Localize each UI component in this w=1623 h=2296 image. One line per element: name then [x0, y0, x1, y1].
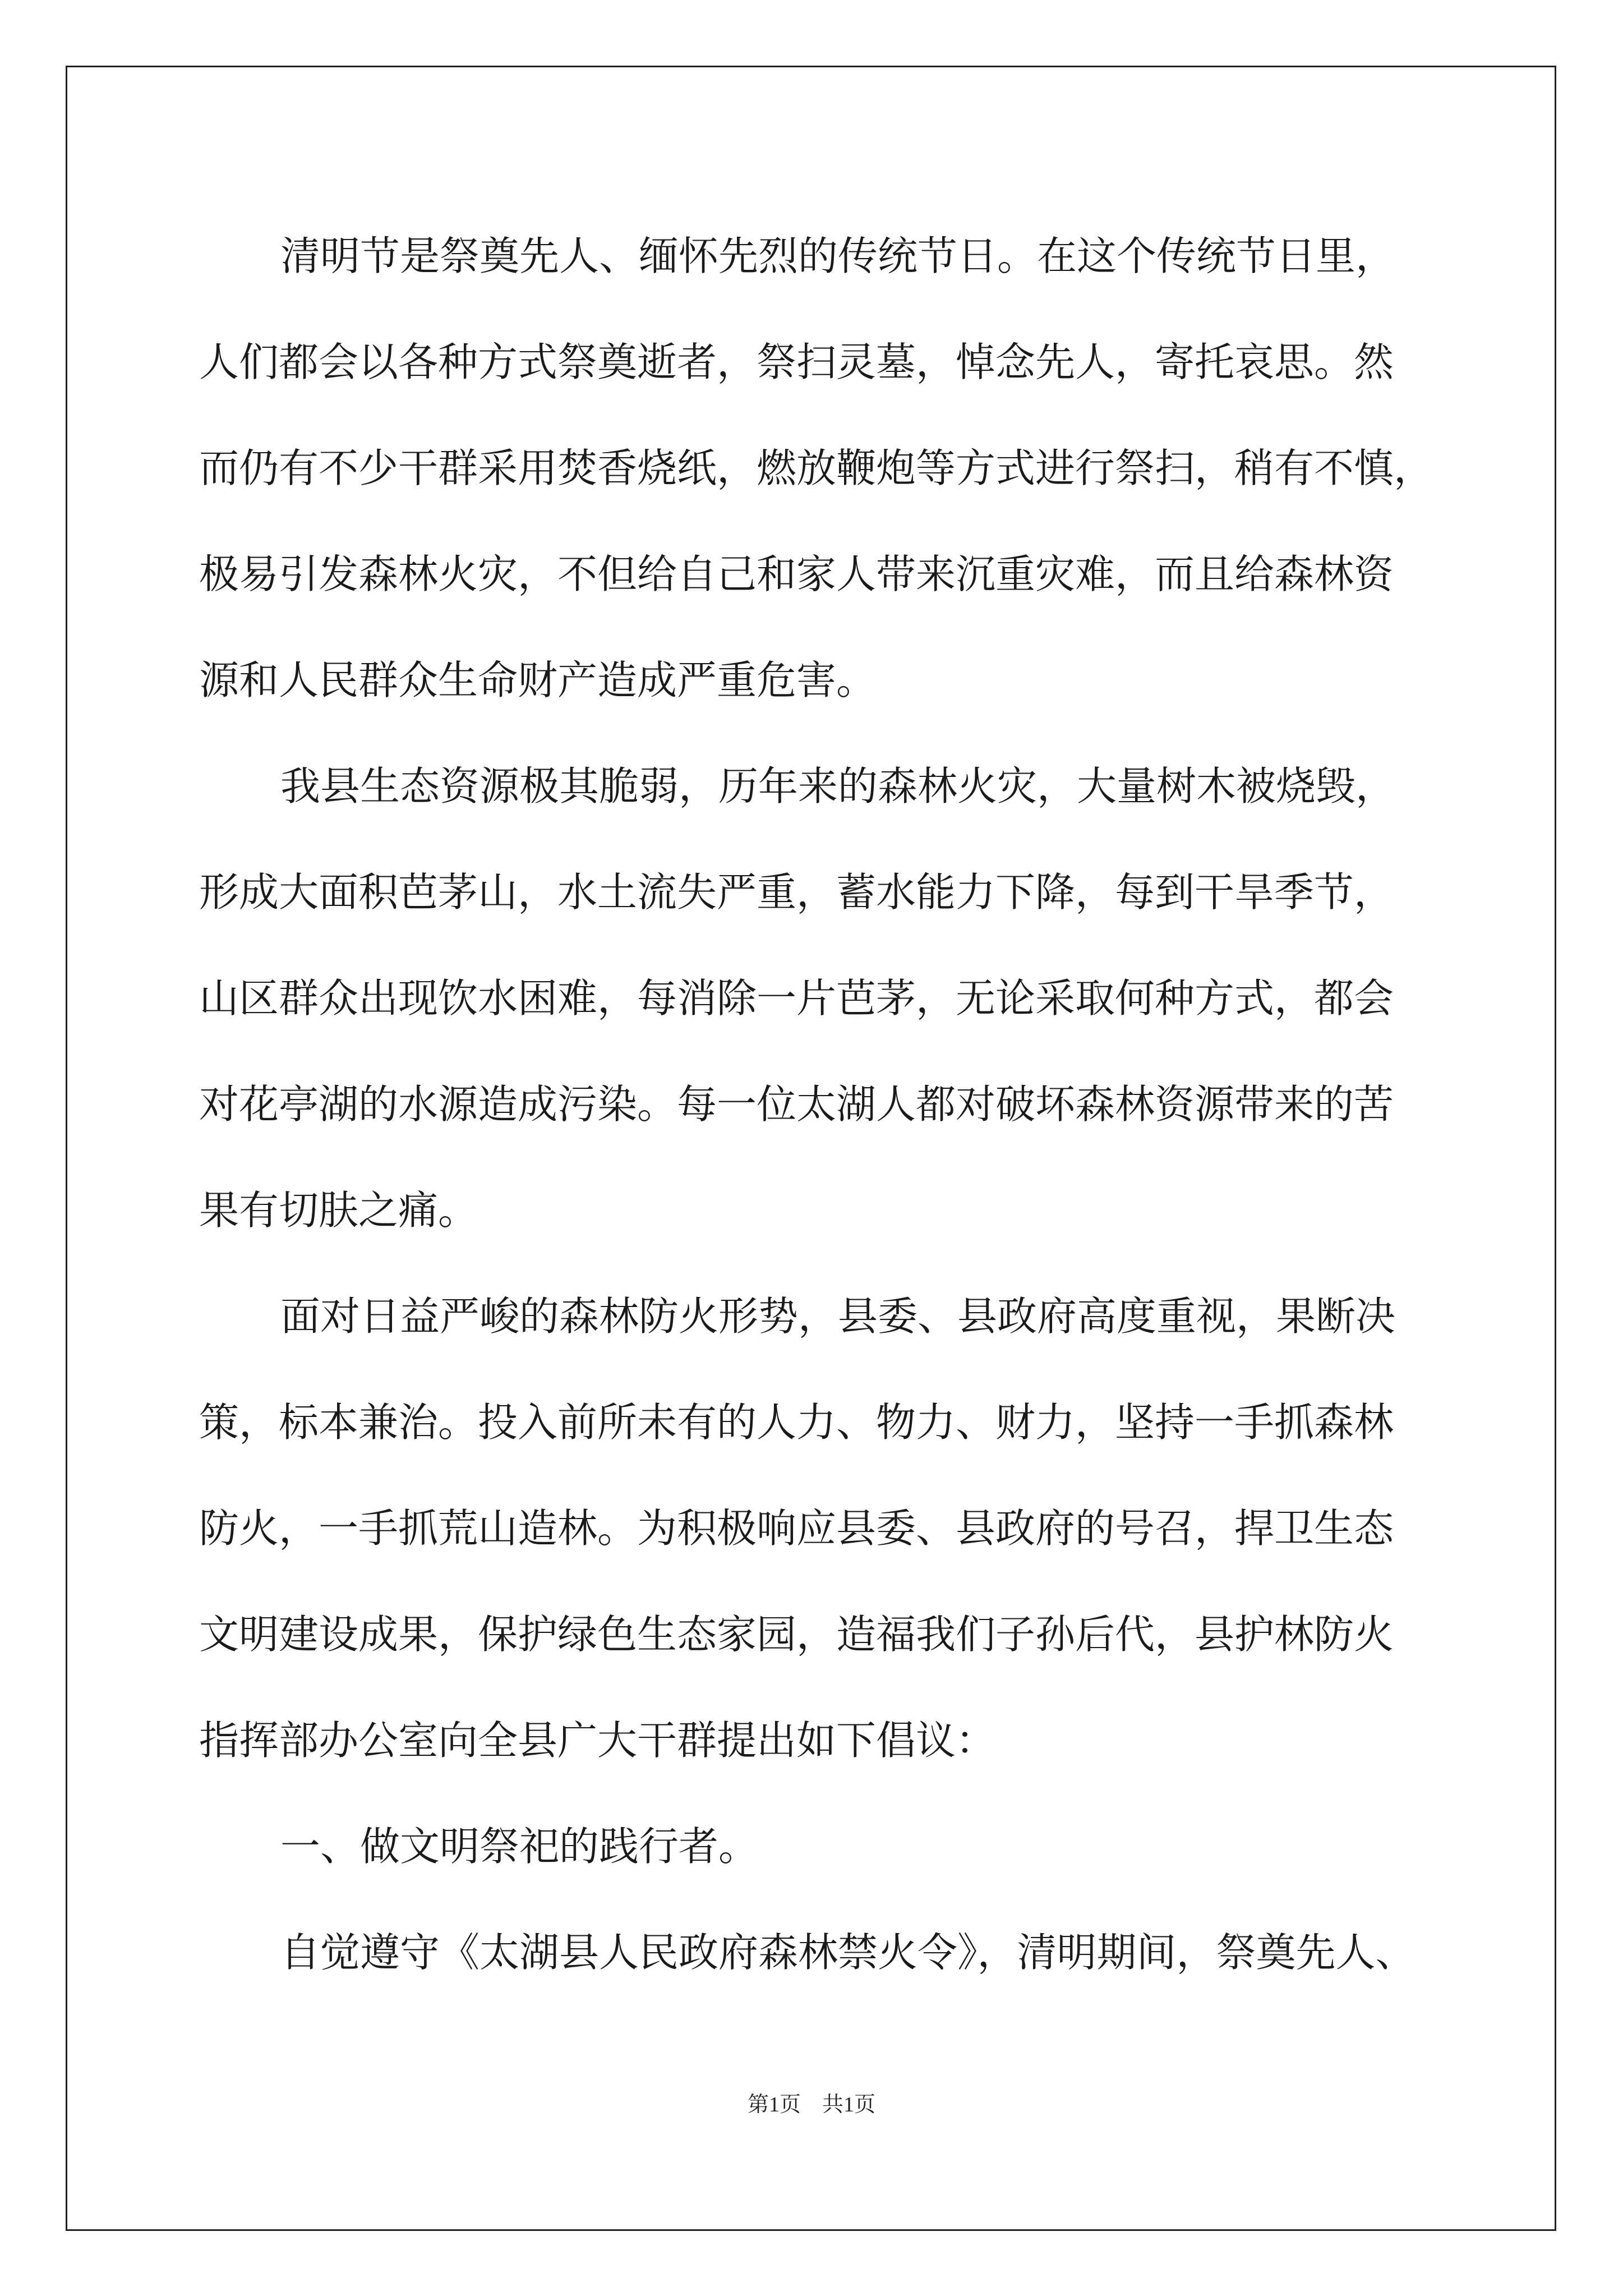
text-line: 自觉遵守《太湖县人民政府森林禁火令》，清明期间，祭奠先人、: [280, 1929, 1415, 1976]
text-line: 对花亭湖的水源造成污染。每一位太湖人都对破坏森林资源带来的苦: [199, 1081, 1394, 1128]
text-line: 形成大面积芭茅山，水土流失严重，蓄水能力下降，每到干旱季节，: [199, 869, 1394, 915]
text-line: 策，标本兼治。投入前所未有的人力、物力、财力，坚持一手抓森林: [199, 1399, 1394, 1446]
text-line: 源和人民群众生命财产造成严重危害。: [199, 657, 877, 703]
paragraph-3: [199, 1263, 1455, 1793]
text-line: 而仍有不少干群采用焚香烧纸，燃放鞭炮等方式进行祭扫，稍有不慎，: [199, 445, 1434, 491]
text-line: 我县生态资源极其脆弱，历年来的森林火灾，大量树木被烧毁，: [280, 763, 1396, 809]
section-heading: 一、做文明祭祀的践行者。: [280, 1823, 759, 1870]
text-line: 防火，一手抓荒山造林。为积极响应县委、县政府的号召，捍卫生态: [199, 1505, 1394, 1552]
text-line: 文明建设成果，保护绿色生态家园，造福我们子孙后代，县护林防火: [199, 1611, 1394, 1658]
text-line: 人们都会以各种方式祭奠逝者，祭扫灵墓，悼念先人，寄托哀思。然: [199, 339, 1394, 385]
paragraph-1: [199, 203, 1455, 733]
document-body: [199, 203, 1455, 2005]
text-line: 面对日益严峻的森林防火形势，县委、县政府高度重视，果断决: [280, 1293, 1396, 1340]
paragraph-2: [199, 733, 1455, 1263]
text-line: 山区群众出现饮水困难，每消除一片芭茅，无论采取何种方式，都会: [199, 975, 1394, 1022]
paragraph-4-heading: [199, 1793, 1455, 1899]
text-line: 极易引发森林火灾，不但给自己和家人带来沉重灾难，而且给森林资: [199, 551, 1394, 597]
paragraph-5: [199, 1899, 1455, 2005]
text-line: 果有切肤之痛。: [199, 1187, 478, 1234]
page-number-footer: 第1页 共1页: [747, 2093, 875, 2116]
text-line: 指挥部办公室向全县广大干群提出如下倡议：: [199, 1717, 996, 1764]
text-line: 清明节是祭奠先人、缅怀先烈的传统节日。在这个传统节日里，: [280, 233, 1396, 279]
